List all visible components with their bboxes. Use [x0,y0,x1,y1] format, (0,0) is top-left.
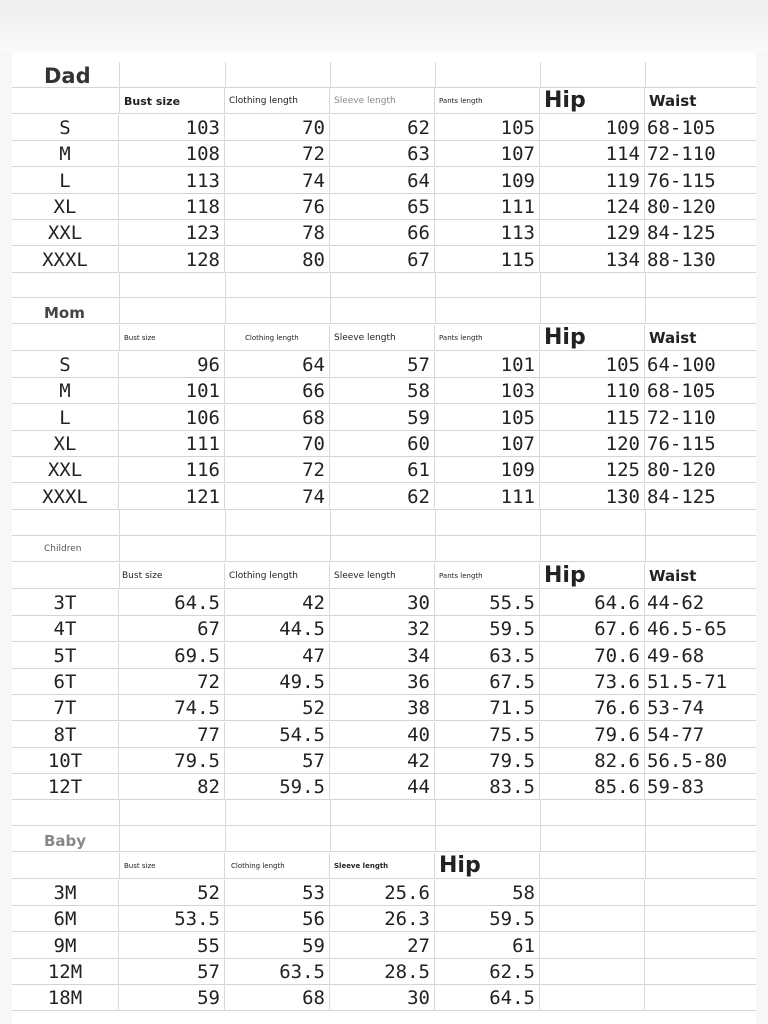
empty-cell [645,959,756,985]
table-row [12,194,756,220]
measurement-cell: 79.6 [540,722,645,748]
measurement-cell: 115 [435,247,540,273]
measurement-cell: 57 [225,748,330,774]
measurement-cell: 105 [540,352,645,378]
size-label-cell: M [12,141,119,167]
header-hip: Hip [540,88,645,114]
size-label-cell: XXXL [12,484,119,510]
measurement-cell: 57 [330,352,435,378]
measurement-cell: 77 [119,722,225,748]
measurement-cell: 119 [540,168,645,194]
measurement-cell: 111 [119,431,225,457]
size-label-cell: 4T [12,616,119,642]
measurement-cell: 68-105 [647,117,716,139]
measurement-cell: 65 [330,194,435,220]
measurement-cell: 68 [225,405,330,431]
table-row [12,985,756,1011]
measurement-cell: 110 [540,378,645,404]
measurement-cell: 51.5-71 [647,670,728,693]
header-clothing-length: Clothing length [225,563,330,589]
measurement-cell: 74.5 [119,695,225,721]
section-title-baby: Baby [44,832,87,850]
measurement-cell: 61 [435,933,540,959]
table-row [12,247,756,273]
measurement-cell: 63.5 [435,643,540,669]
measurement-cell: 36 [330,669,435,695]
table-row [12,378,756,404]
measurement-cell: 108 [119,141,225,167]
measurement-cell: 72-110 [647,143,716,166]
header-pants-length: Pants length [435,325,540,351]
measurement-cell: 61 [330,457,435,483]
empty-cell [540,906,645,932]
measurement-cell: 63.5 [225,959,330,985]
spacer-row [12,800,756,826]
measurement-cell: 72-110 [647,406,716,429]
measurement-cell: 59 [225,933,330,959]
measurement-cell: 82.6 [540,748,645,774]
table-row [12,616,756,642]
section-title-row [12,298,756,324]
size-label-cell: 6T [12,669,119,695]
table-row [12,168,756,194]
measurement-cell: 64.5 [119,590,225,616]
measurement-cell: 25.6 [330,880,435,906]
measurement-cell: 72 [119,669,225,695]
size-label-cell: M [12,378,119,404]
measurement-cell: 66 [330,220,435,246]
measurement-cell: 53 [225,880,330,906]
measurement-cell: 49.5 [225,669,330,695]
table-row [12,933,756,959]
measurement-cell: 59 [330,405,435,431]
size-label-cell: 18M [12,985,119,1011]
measurement-cell: 70 [225,115,330,141]
measurement-cell: 38 [330,695,435,721]
header-bust-size: Bust size [119,325,225,351]
measurement-cell: 103 [119,115,225,141]
header-waist: Waist [649,566,697,585]
measurement-cell: 64 [225,352,330,378]
measurement-cell: 73.6 [540,669,645,695]
measurement-cell: 79.5 [119,748,225,774]
header-sleeve-length: Sleeve length [330,563,435,589]
measurement-cell: 113 [435,220,540,246]
measurement-cell: 88-130 [647,248,716,271]
empty-cell [645,985,756,1011]
size-label-cell: XXXL [12,247,119,273]
measurement-cell: 42 [330,748,435,774]
measurement-cell: 111 [435,484,540,510]
measurement-cell: 55 [119,933,225,959]
measurement-cell: 105 [435,405,540,431]
measurement-cell: 80-120 [647,459,716,482]
empty-cell [645,880,756,906]
table-row [12,774,756,800]
measurement-cell: 57 [119,959,225,985]
size-label-cell: 6M [12,906,119,932]
measurement-cell: 64 [330,168,435,194]
measurement-cell: 76-115 [647,169,716,192]
size-label-cell: XXL [12,457,119,483]
section-title-row [12,62,756,88]
size-label-cell: XXL [12,220,119,246]
measurement-cell: 28.5 [330,959,435,985]
header-pants-length: Pants length [435,88,540,114]
measurement-cell: 58 [435,880,540,906]
size-label-cell: 9M [12,933,119,959]
measurement-cell: 84-125 [647,222,716,245]
measurement-cell: 55.5 [435,590,540,616]
spacer-row [12,510,756,536]
header-sleeve-length: Sleeve length [330,325,435,351]
header-hip: Hip [540,563,645,589]
size-label-cell: XL [12,431,119,457]
header-row-dad [12,88,756,114]
empty-cell [645,933,756,959]
section-title-dad: Dad [44,64,91,88]
measurement-cell: 118 [119,194,225,220]
header-clothing-length: Clothing length [225,88,330,114]
size-label-cell: L [12,168,119,194]
header-sleeve-length: Sleeve length [330,88,435,114]
measurement-cell: 69.5 [119,643,225,669]
measurement-cell: 80 [225,247,330,273]
empty-cell [540,933,645,959]
header-hip: Hip [435,853,540,879]
measurement-cell: 72 [225,141,330,167]
table-row [12,590,756,616]
table-row [12,906,756,932]
table-row [12,959,756,985]
measurement-cell: 71.5 [435,695,540,721]
size-label-cell: 7T [12,695,119,721]
table-row [12,880,756,906]
measurement-cell: 70 [225,431,330,457]
measurement-cell: 26.3 [330,906,435,932]
measurement-cell: 115 [540,405,645,431]
measurement-cell: 67.6 [540,616,645,642]
table-row [12,722,756,748]
measurement-cell: 53.5 [119,906,225,932]
measurement-cell: 123 [119,220,225,246]
measurement-cell: 83.5 [435,774,540,800]
section-title-mom: Mom [44,304,85,322]
table-row [12,405,756,431]
measurement-cell: 68-105 [647,380,716,403]
table-row [12,457,756,483]
table-row [12,220,756,246]
measurement-cell: 44.5 [225,616,330,642]
measurement-cell: 67.5 [435,669,540,695]
measurement-cell: 59.5 [225,774,330,800]
table-row [12,643,756,669]
measurement-cell: 67 [330,247,435,273]
measurement-cell: 76 [225,194,330,220]
measurement-cell: 113 [119,168,225,194]
measurement-cell: 44-62 [647,592,705,614]
measurement-cell: 49-68 [647,644,705,667]
table-row [12,431,756,457]
measurement-cell: 124 [540,194,645,220]
measurement-cell: 27 [330,933,435,959]
measurement-cell: 60 [330,431,435,457]
measurement-cell: 59.5 [435,616,540,642]
measurement-cell: 64.5 [435,985,540,1011]
measurement-cell: 63 [330,141,435,167]
empty-cell [540,985,645,1011]
measurement-cell: 85.6 [540,774,645,800]
measurement-cell: 30 [330,985,435,1011]
header-row-children [12,563,756,589]
measurement-cell: 82 [119,774,225,800]
empty-cell [645,906,756,932]
measurement-cell: 130 [540,484,645,510]
measurement-cell: 76-115 [647,432,716,455]
size-label-cell: 3M [12,880,119,906]
measurement-cell: 58 [330,378,435,404]
measurement-cell: 34 [330,643,435,669]
measurement-cell: 109 [435,457,540,483]
measurement-cell: 70.6 [540,643,645,669]
measurement-cell: 128 [119,247,225,273]
measurement-cell: 107 [435,431,540,457]
measurement-cell: 114 [540,141,645,167]
size-label-cell: 8T [12,722,119,748]
measurement-cell: 53-74 [647,697,705,720]
header-row-baby [12,853,756,879]
measurement-cell: 54-77 [647,723,705,746]
measurement-cell: 67 [119,616,225,642]
measurement-cell: 74 [225,168,330,194]
size-label-cell: S [12,115,119,141]
measurement-cell: 125 [540,457,645,483]
header-row-mom [12,325,756,351]
measurement-cell: 59-83 [647,776,705,799]
measurement-cell: 44 [330,774,435,800]
measurement-cell: 56 [225,906,330,932]
measurement-cell: 120 [540,431,645,457]
size-label-cell: 10T [12,748,119,774]
measurement-cell: 101 [119,378,225,404]
measurement-cell: 79.5 [435,748,540,774]
measurement-cell: 109 [540,115,645,141]
table-row [12,352,756,378]
table-row [12,484,756,510]
measurement-cell: 52 [119,880,225,906]
measurement-cell: 62 [330,115,435,141]
table-row [12,141,756,167]
measurement-cell: 42 [225,590,330,616]
measurement-cell: 134 [540,247,645,273]
measurement-cell: 52 [225,695,330,721]
table-row [12,695,756,721]
measurement-cell: 74 [225,484,330,510]
measurement-cell: 62.5 [435,959,540,985]
empty-cell [540,880,645,906]
size-label-cell: 3T [12,590,119,616]
measurement-cell: 32 [330,616,435,642]
measurement-cell: 47 [225,643,330,669]
header-clothing-length: Clothing length [225,853,330,879]
size-label-cell: 5T [12,643,119,669]
measurement-cell: 103 [435,378,540,404]
measurement-cell: 101 [435,352,540,378]
table-row [12,669,756,695]
measurement-cell: 116 [119,457,225,483]
measurement-cell: 107 [435,141,540,167]
measurement-cell: 46.5-65 [647,618,728,641]
measurement-cell: 111 [435,194,540,220]
empty-cell [540,959,645,985]
header-sleeve-length: Sleeve length [330,853,435,879]
size-label-cell: XL [12,194,119,220]
measurement-cell: 72 [225,457,330,483]
section-title-row [12,536,756,562]
size-label-cell: 12T [12,774,119,800]
header-bust-size: Bust size [119,563,225,589]
measurement-cell: 106 [119,405,225,431]
spacer-row [12,272,756,298]
measurement-cell: 64.6 [540,590,645,616]
measurement-cell: 59.5 [435,906,540,932]
measurement-cell: 40 [330,722,435,748]
measurement-cell: 80-120 [647,195,716,218]
header-hip: Hip [540,325,645,351]
section-title-row [12,826,756,852]
measurement-cell: 62 [330,484,435,510]
measurement-cell: 66 [225,378,330,404]
header-waist: Waist [649,91,697,110]
photo-background-strip [0,0,768,52]
measurement-cell: 56.5-80 [647,749,728,772]
header-clothing-length: Clothing length [225,325,330,351]
table-row [12,115,756,141]
measurement-cell: 54.5 [225,722,330,748]
measurement-cell: 64-100 [647,354,716,376]
section-title-children: Children [44,544,82,554]
measurement-cell: 59 [119,985,225,1011]
measurement-cell: 68 [225,985,330,1011]
measurement-cell: 76.6 [540,695,645,721]
measurement-cell: 96 [119,352,225,378]
header-bust-size: Bust size [119,88,225,114]
measurement-cell: 121 [119,484,225,510]
header-waist: Waist [649,328,697,347]
size-label-cell: 12M [12,959,119,985]
header-bust-size: Bust size [119,853,225,879]
header-pants-length: Pants length [435,563,540,589]
measurement-cell: 75.5 [435,722,540,748]
measurement-cell: 30 [330,590,435,616]
measurement-cell: 84-125 [647,485,716,508]
measurement-cell: 105 [435,115,540,141]
table-row [12,748,756,774]
measurement-cell: 109 [435,168,540,194]
size-label-cell: S [12,352,119,378]
measurement-cell: 129 [540,220,645,246]
size-label-cell: L [12,405,119,431]
measurement-cell: 78 [225,220,330,246]
